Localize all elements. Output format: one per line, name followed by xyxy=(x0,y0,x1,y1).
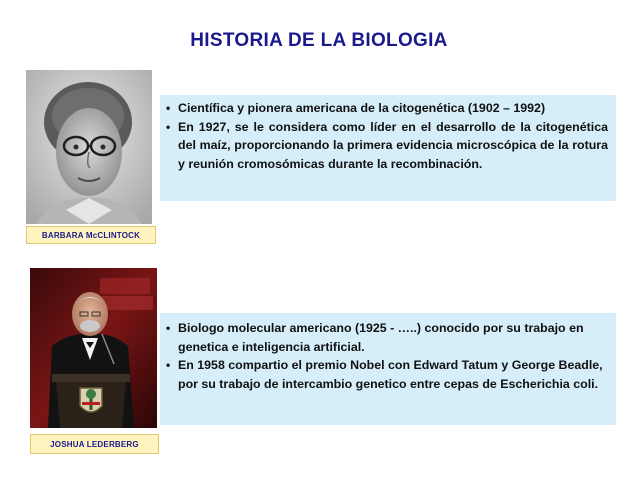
bullet-dot-icon: • xyxy=(166,358,171,372)
bullet-item xyxy=(166,118,608,174)
caption-joshua-lederberg: JOSHUA LEDERBERG xyxy=(30,434,159,454)
bullet-dot-icon: • xyxy=(166,119,171,134)
bullet-text: En 1958 compartio el premio Nobel con Edward Tatum y George Beadle, por su trabajo de intercambio genetico entre cepas de Escherichia coli. xyxy=(178,358,603,391)
bullet-item xyxy=(166,99,608,118)
bullet-item xyxy=(166,356,608,393)
caption-barbara-mcclintock: BARBARA McCLINTOCK xyxy=(26,226,156,244)
slide-title: HISTORIA DE LA BIOLOGIA xyxy=(190,30,448,51)
portrait-photo-barbara xyxy=(26,70,152,224)
bullet-text: Biologo molecular americano (1925 - …..) conocido por su trabajo en genetica e inteligencia artificial. xyxy=(178,321,584,354)
bio-box-joshua xyxy=(160,313,616,425)
bullet-item xyxy=(166,319,608,356)
bullet-dot-icon: • xyxy=(166,321,171,335)
bullet-dot-icon: • xyxy=(166,101,171,115)
bullet-text: En 1927, se le considera como líder en el desarrollo de la citogenética del maíz, proporcionando la primera evidencia microscópica de la rotura y reunión cromosómicas durante la recombinación. xyxy=(178,119,608,171)
bio-box-barbara xyxy=(160,95,616,201)
portrait-photo-joshua xyxy=(30,268,157,428)
bullet-text: Científica y pionera americana de la citogenética (1902 – 1992) xyxy=(178,101,546,115)
